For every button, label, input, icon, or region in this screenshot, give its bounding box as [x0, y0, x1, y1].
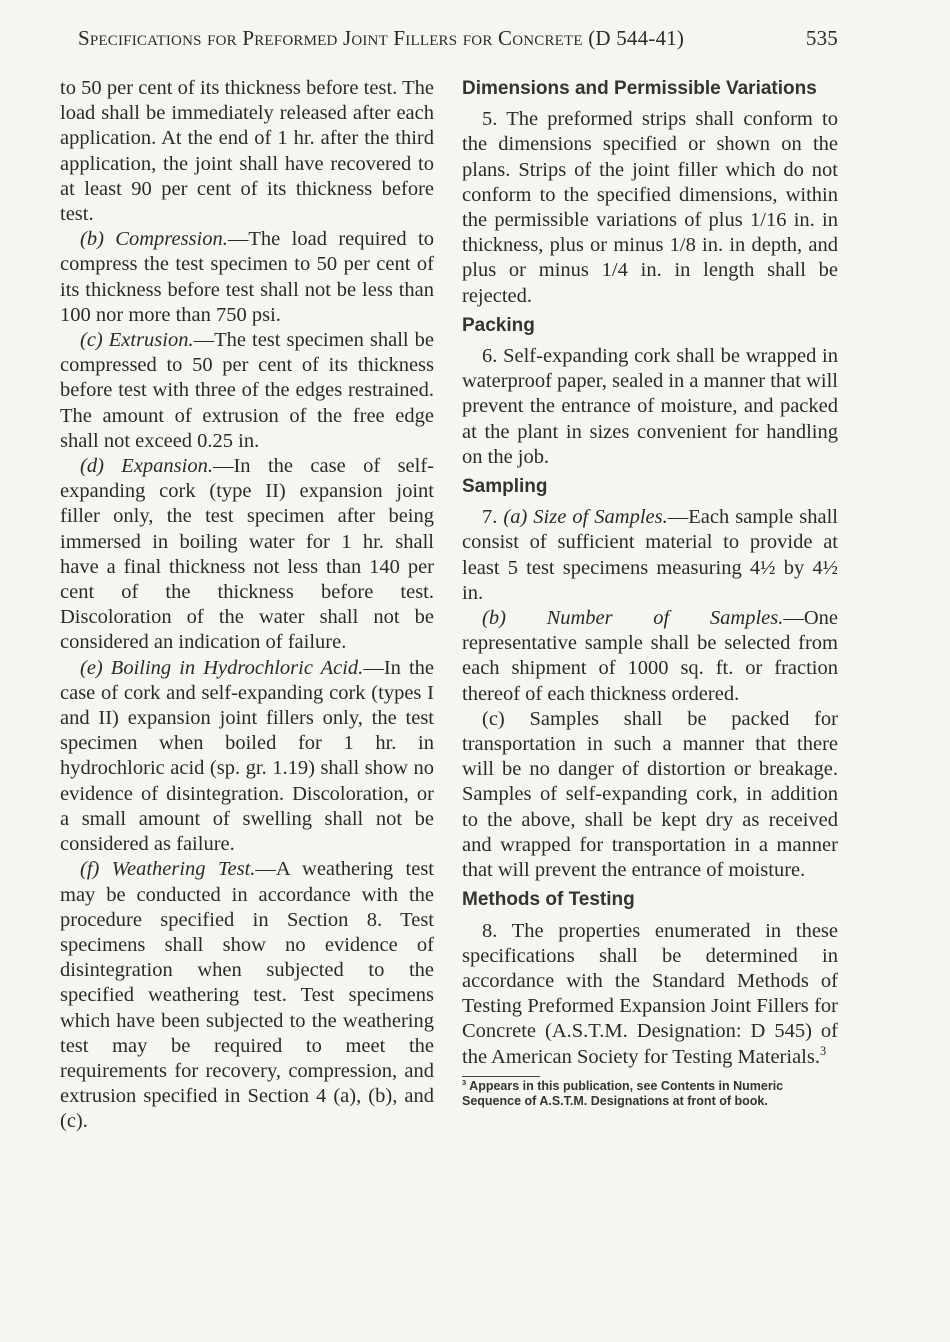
section-7b	[462, 606, 838, 707]
footnote-reference: 3	[819, 1043, 827, 1058]
heading-sampling: Sampling	[462, 476, 548, 498]
compression-text: —The load required to compress the test specimen to 50 per cent of its thickness before test shall not be less than 100 nor more than 750 psi.	[60, 228, 434, 326]
compression-label: (b) Compression.	[80, 228, 228, 251]
boiling-label: (e) Boiling in Hydrochloric Acid.	[80, 656, 364, 679]
section-7c: (c) Samples shall be packed for transportation in such a manner that there will be no danger of distortion or breakage. Samples of self-expanding cork, in addition to the above, shall be kept dry as received and wrapped for transportation in a manner that will prevent the entrance of moisture.	[462, 707, 838, 882]
paragraph-recovery-continued: to 50 per cent of its thickness before test. The load shall be immediately released after each application. At the end of 1 hr. after the third application, the joint shall have recovered to at least 90 per cent of its thickness before test.	[60, 77, 434, 226]
paragraph-weathering	[60, 857, 434, 1134]
number-of-samples-label: (b) Number of Samples.	[482, 607, 784, 630]
paragraph-extrusion	[60, 328, 434, 454]
expansion-label: (d) Expansion.	[80, 455, 213, 478]
heading-packing: Packing	[462, 314, 535, 336]
expansion-text: —In the case of self-expanding cork (type II) expansion joint filler only, the test specimen after being immersed in boiling water for 1 hr. shall have a final thickness not less than 140 per cent of the thickness before test. Discoloration of the water shall not be considered an indication of failure.	[60, 455, 434, 654]
section-8	[462, 919, 838, 1070]
heading-methods: Methods of Testing	[462, 889, 635, 911]
paragraph-boiling	[60, 656, 434, 858]
section-6: 6. Self-expanding cork shall be wrapped in waterproof paper, sealed in a manner that will prevent the entrance of moisture, and packed at the plant in sizes convenient for handling on the job.	[462, 345, 838, 468]
section-5: 5. The preformed strips shall conform to the dimensions specified or shown on the plans. Strips of the joint filler which do not conform to the specified dimensions, within the permissible variations of plus 1/16 in. in thickness, plus or minus 1/8 in. in depth, and plus or minus 1/4 in. in length shall be rejected.	[462, 108, 838, 307]
footnote-divider	[462, 1076, 540, 1077]
left-column	[60, 76, 434, 1135]
weathering-text: —A weathering test may be conducted in accordance with the procedure specified in Section 8. Test specimens shall show no evidence of disintegration when subjected to the specified weathering test. Test specimens which have been subjected to the weathering test may be required to meet the requirements for recovery, compression, and extrusion specified in Section 4 (a), (b), and (c).	[60, 858, 434, 1133]
heading-dimensions: Dimensions and Permissible Variations	[462, 78, 817, 99]
size-of-samples-label: (a) Size of Samples.	[503, 506, 668, 529]
number-of-samples-text: —One representative sample shall be selected from each shipment of 1000 sq. ft. or fraction thereof of each thickness ordered.	[462, 607, 838, 705]
paragraph-expansion	[60, 454, 434, 656]
paragraph-compression	[60, 227, 434, 328]
section-7a	[462, 505, 838, 606]
page-number: 535	[805, 26, 838, 50]
running-header	[78, 26, 838, 56]
size-of-samples-text: —Each sample shall consist of sufficient material to provide at least 5 test specimens measuring 4½ by 4½ in.	[462, 506, 838, 604]
footnote-text: Appears in this publication, see Contents in Numeric Sequence of A.S.T.M. Designations at front of book.	[462, 1078, 784, 1108]
footnote	[462, 1079, 838, 1109]
section-7-number: 7.	[482, 506, 504, 529]
right-column	[462, 76, 838, 1109]
boiling-text: —In the case of cork and self-expanding cork (types I and II) expansion joint fillers only, the test specimen when boiled for 1 hr. in hydrochloric acid (sp. gr. 1.19) shall show no evidence of disintegration. Discoloration, or a small amount of swelling shall not be considered as failure.	[60, 656, 434, 856]
weathering-label: (f) Weathering Test.	[80, 858, 256, 881]
header-title: Specifications for Preformed Joint Fillers for Concrete (D 544-41)	[78, 26, 685, 50]
footnote-marker: 3	[462, 1077, 467, 1087]
extrusion-label: (c) Extrusion.	[80, 329, 194, 352]
section-8-text: 8. The properties enumerated in these specifications shall be determined in accordance with the Standard Methods of Testing Preformed Expansion Joint Fillers for Concrete (A.S.T.M. Designation: D 545) of the American Society for Testing Materials.	[462, 919, 838, 1068]
extrusion-text: —The test specimen shall be compressed to 50 per cent of its thickness before test with three of the edges restrained. The amount of extrusion of the free edge shall not exceed 0.25 in.	[60, 329, 434, 452]
